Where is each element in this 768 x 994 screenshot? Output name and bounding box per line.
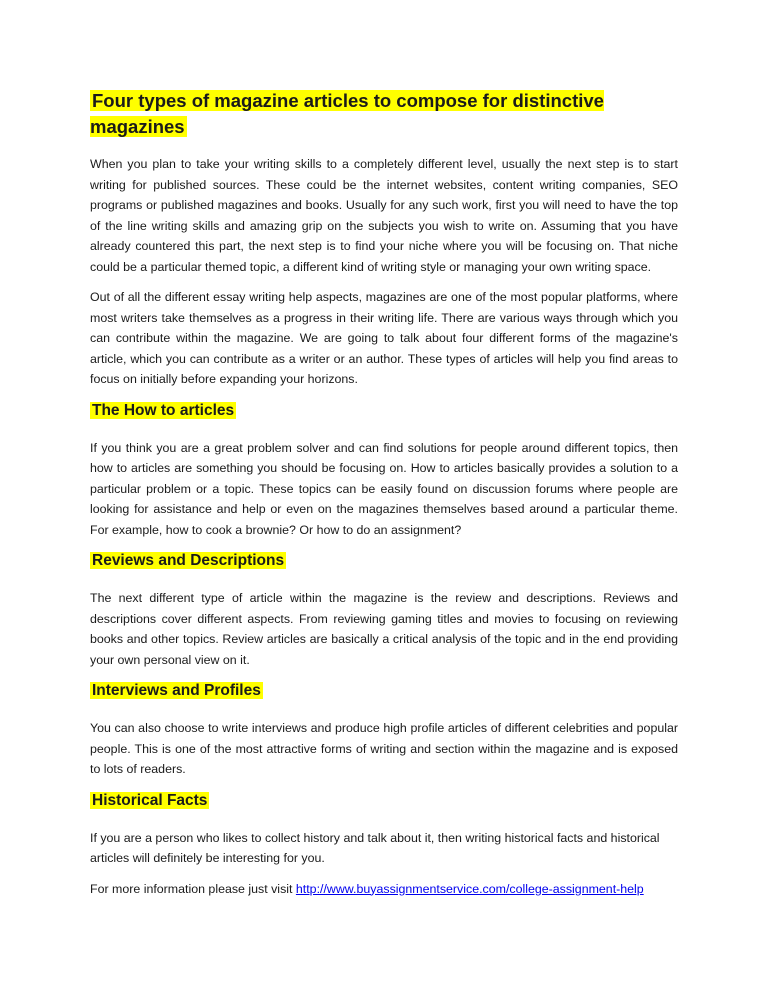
- section-body-how-to: If you think you are a great problem solver and can find solutions for people around different topics, then how to articles are something you should be focusing on. How to articles basically provides a solution to a particular problem or a topic. These topics can be easily found on discussion forums where people are looking for assistance and help or even on the magazines themselves based around a particular theme. For example, how to cook a brownie? Or how to do an assignment?: [90, 440, 678, 537]
- intro-paragraph-1: When you plan to take your writing skills to a completely different level, usually the next step is to start writing for published sources. These could be the internet websites, content writing companies, SEO programs or published magazines and books. Usually for any such work, first you will need to have the top of the line writing skills and amazing grip on the subjects you wish to write on. Assuming that you have already countered this part, the next step is to find your niche where you will be focusing on. That niche could be a particular themed topic, a different kind of writing style or managing your own writing space.: [90, 157, 678, 274]
- section-heading-interviews-text: Interviews and Profiles: [92, 682, 261, 699]
- footer-paragraph: [90, 879, 678, 900]
- section-heading-how-to-text: The How to articles: [92, 401, 235, 419]
- footer-text: For more information please just visit: [90, 881, 296, 896]
- section-body-historical: If you are a person who likes to collect history and talk about it, then writing historical facts and historical articles will definitely be interesting for you.: [90, 830, 660, 865]
- section-heading-reviews: [90, 550, 678, 572]
- footer-link[interactable]: http://www.buyassignmentservice.com/college-assignment-help: [295, 881, 644, 896]
- section-body-interviews: You can also choose to write interviews and produce high profile articles of different celebrities and popular people. This is one of the most attractive forms of writing and section within the magazine and is exposed to lots of readers.: [90, 721, 678, 776]
- page-title-text: Four types of magazine articles to compose for distinctive magazines: [90, 90, 604, 137]
- section-heading-how-to: [90, 400, 678, 422]
- intro-paragraph-2: Out of all the different essay writing help aspects, magazines are one of the most popular platforms, where most writers take themselves as a progress in their writing life. There are various ways through which you can contribute within the magazine. We are going to talk about four different forms of the magazine's article, which you can contribute as a writer or an author. These types of articles will help you find areas to focus on initially before expanding your horizons.: [90, 290, 678, 386]
- section-heading-reviews-text: Reviews and Descriptions: [92, 552, 285, 569]
- section-heading-historical-text: Historical Facts: [92, 791, 208, 809]
- section-heading-historical: [90, 790, 678, 812]
- section-heading-interviews: [90, 680, 678, 702]
- section-body-reviews: The next different type of article within the magazine is the review and descriptions. Reviews and descriptions cover different aspects. From reviewing gaming titles and movies to focusing on reviewing books and other topics. Review articles are basically a critical analysis of the topic and in the end providing your own personal view on it.: [90, 591, 678, 667]
- page-title: [90, 88, 678, 140]
